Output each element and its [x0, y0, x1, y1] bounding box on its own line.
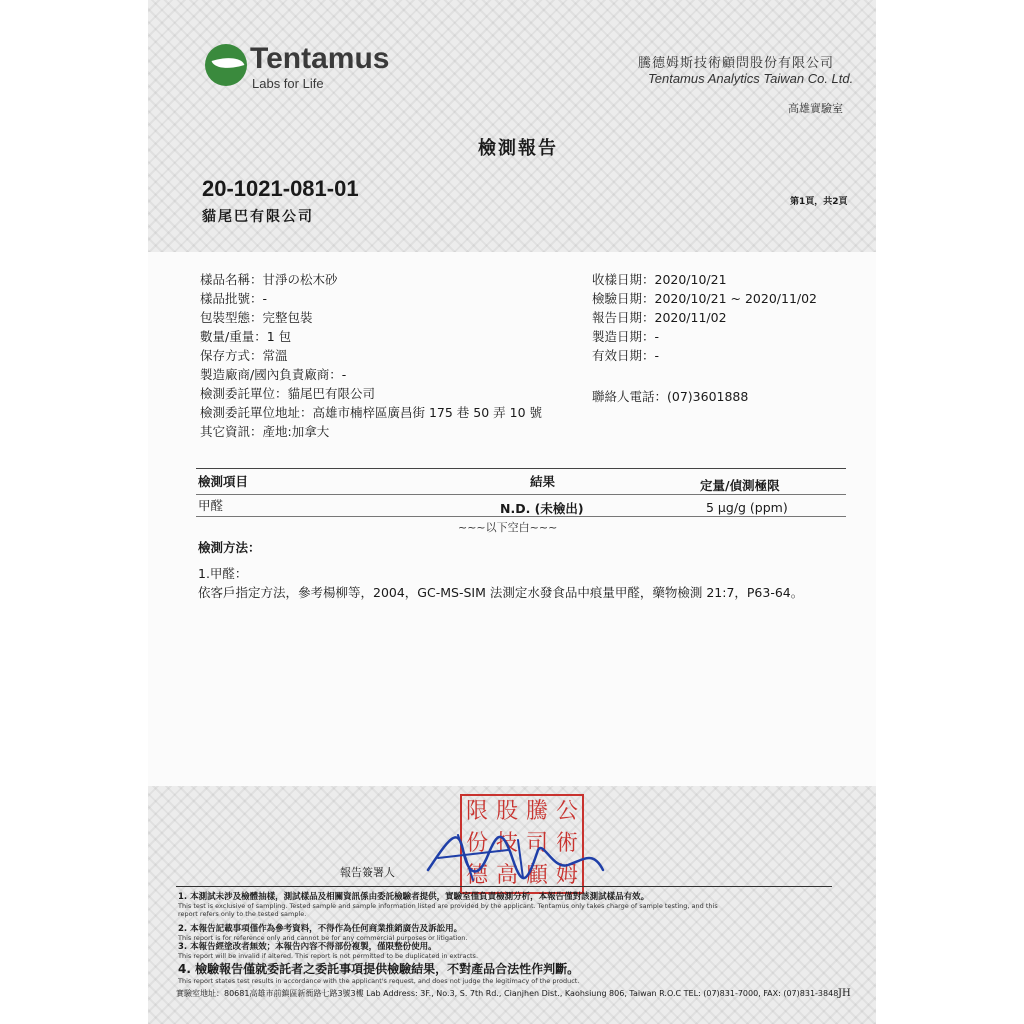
sample-info-line: 數量/重量：1 包 [200, 329, 292, 344]
initials: JH [838, 988, 851, 999]
note-3 [178, 940, 478, 960]
lab-name: 高雄實驗室 [788, 102, 843, 115]
seal-char: 騰 [525, 799, 548, 824]
column-header-result: 結果 [530, 474, 556, 489]
method-line-2: 依客戶指定方法，參考楊柳等，2004，GC-MS-SIM 法測定水發食品中痕量甲醛，藥物檢測 21:7，P63-64。 [198, 585, 804, 600]
brand-name: Tentamus [250, 42, 390, 75]
note-text-zh: 2. 本報告記載事項僅作為參考資料，不得作為任何商業推銷廣告及訴訟用。 [178, 924, 463, 934]
company-name-zh: 騰德姆斯技術顧問股份有限公司 [638, 56, 835, 71]
sample-info-line: 樣品名稱：甘淨の松木砂 [200, 272, 338, 287]
sample-info-line: 檢測委託單位地址：高雄市楠梓區廣昌街 175 巷 50 弄 10 號 [200, 405, 543, 420]
report-number: 20-1021-081-01 [202, 176, 359, 201]
table-top-rule [196, 468, 846, 469]
note-1 [178, 890, 718, 918]
page-indicator: 第1頁，共2頁 [790, 197, 848, 207]
seal-char: 術 [555, 831, 578, 856]
seal-char: 顧 [525, 863, 548, 888]
note-text-en: This report states test results in accordance with the applicant's request, and does not judge the legitimacy of the product. [178, 977, 580, 985]
result-item: 甲醛 [198, 498, 224, 513]
column-header-limit: 定量/偵測極限 [700, 478, 780, 493]
notes-rule [176, 886, 832, 887]
method-heading: 檢測方法： [198, 540, 261, 555]
company-name-en: Tentamus Analytics Taiwan Co. Ltd. [648, 71, 854, 86]
signatory-label: 報告簽署人 [340, 866, 395, 879]
sample-info-line: 樣品批號：- [200, 291, 268, 306]
note-text-zh: 1. 本測試未涉及檢體抽樣，測試樣品及相關資訊係由委託檢驗者提供，實驗室僅負責檢測分析，本報告僅對該測試樣品有效。 [178, 892, 650, 902]
seal-char: 德 [465, 863, 488, 888]
table-header-rule [196, 494, 846, 495]
sample-info-line: 保存方式：常溫 [200, 348, 288, 363]
note-text-zh: 3. 本報告經塗改者無效；本報告內容不得部份複製，僅限整份使用。 [178, 942, 437, 952]
seal-char: 高 [495, 863, 518, 888]
table-bottom-rule [196, 516, 846, 517]
note-4 [178, 960, 579, 985]
note-text-en: This report is for reference only and cannot be for any commercial purposes or litigation. [178, 934, 468, 942]
seal-char: 份 [465, 831, 488, 856]
note-text-zh: 4. 檢驗報告僅就委託者之委託事項提供檢驗結果，不對產品合法性作判斷。 [178, 962, 580, 976]
seal-char: 技 [495, 831, 518, 856]
note-text-en: This test is exclusive of sampling. Tested sample and sample information listed are provided by the applicant. Tentamus only takes charge of sample testing, and this [178, 902, 718, 910]
sample-info-line: 其它資訊：產地:加拿大 [200, 424, 330, 439]
seal-char: 限 [465, 799, 488, 824]
result-limit: 5 μg/g (ppm) [706, 500, 788, 515]
lab-address: 實驗室地址：80681高雄市前鎮區新衙路七路3號3樓 Lab Address: 3F., No.3, S. 7th Rd., Cianjhen Dist., Kaohsiung 806, Taiwan R.O.C TEL: (07)831-7000, FAX: (07)831-3848 [176, 989, 839, 998]
sample-info-line: 包裝型態：完整包裝 [200, 310, 313, 325]
note-2 [178, 922, 468, 942]
brand-tagline: Labs for Life [252, 76, 324, 91]
date-line: 收樣日期：2020/10/21 [592, 272, 727, 287]
seal-char: 股 [495, 799, 518, 824]
sample-info [200, 270, 542, 441]
handwritten-signature [418, 820, 618, 890]
date-info [592, 270, 817, 365]
note-text-en: report refers only to the tested sample. [178, 910, 307, 918]
client-name: 貓尾巴有限公司 [202, 209, 314, 225]
result-value: N.D. (未檢出) [500, 501, 584, 516]
date-line: 有效日期：- [592, 348, 660, 363]
seal-char: 公 [555, 799, 578, 824]
date-line: 檢驗日期：2020/10/21 ~ 2020/11/02 [592, 291, 818, 306]
note-text-en: This report will be invalid if altered. This report is not permitted to be duplicated in extracts. [178, 952, 479, 960]
seal-char: 姆 [555, 863, 578, 888]
date-line: 製造日期：- [592, 329, 660, 344]
blank-below-marker: ~~~以下空白~~~ [458, 521, 558, 534]
sample-info-line: 製造廠商/國內負責廠商：- [200, 367, 347, 382]
seal-char: 司 [525, 831, 548, 856]
sample-info-line: 檢測委託單位：貓尾巴有限公司 [200, 386, 376, 401]
method-line-1: 1.甲醛： [198, 566, 248, 581]
contact-phone: 聯絡人電話：(07)3601888 [592, 389, 749, 404]
date-line: 報告日期：2020/11/02 [592, 310, 727, 325]
document-title: 檢測報告 [478, 138, 558, 159]
report-paper [148, 0, 876, 1024]
column-header-item: 檢測項目 [198, 474, 249, 489]
